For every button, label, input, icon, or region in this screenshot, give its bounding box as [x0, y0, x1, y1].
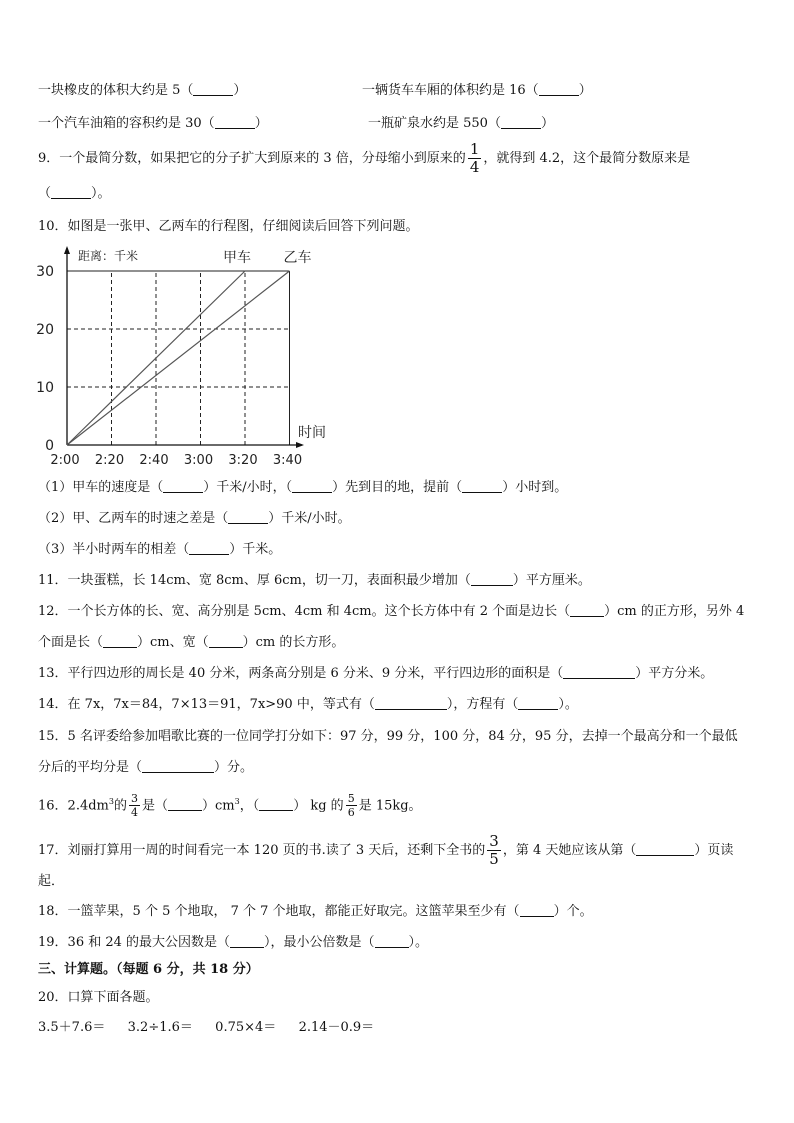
series-line-2	[67, 271, 290, 445]
series-label: 甲车	[223, 250, 251, 266]
question-19: 19．36 和 24 的最大公因数是（ ），最小公倍数是（ ）。	[38, 935, 429, 950]
x-tick-label: 3:40	[272, 453, 303, 468]
travel-chart	[30, 240, 350, 475]
question-10-sub3: （3）半小时两车的相差（ ）千米。	[38, 542, 282, 557]
answer-blank[interactable]	[103, 633, 137, 648]
question-9: 9．一个最简分数，如果把它的分子扩大到原来的 3 倍，分母缩小到原来的 $\frac{1}{4}$ ，就得到 4.2，这个最简分数原来是	[38, 140, 691, 176]
question-15-line2: 分后的平均分是（ ）分。	[38, 760, 254, 775]
chart-axes	[64, 246, 304, 448]
question-10-sub1: （1）甲车的速度是（ ）千米/小时，（ ）先到目的地，提前（ ）小时到。	[38, 480, 568, 495]
question-17: 17．刘丽打算用一周的时间看完一本 120 页的书.读了 3 天后，还剩下全书的 $\frac{3}{5}$ ，第 4 天她应该从第（ ）页读	[38, 832, 734, 868]
answer-blank[interactable]	[636, 841, 694, 856]
q8-row1-right: 一辆货车车厢的体积约是 16（ ）	[362, 83, 592, 98]
question-16: 16．$2.4dm^3$的 $\frac{3}{4}$ 是（ ）$cm^3$，（ ） kg 的 $\frac{5}{6}$ 是 15kg。	[38, 792, 422, 820]
answer-blank[interactable]	[142, 758, 214, 773]
answer-blank[interactable]	[375, 933, 409, 948]
answer-blank[interactable]	[292, 478, 332, 493]
answer-blank[interactable]	[193, 81, 233, 96]
y-axis-title: 距离：千米	[78, 249, 139, 263]
y-axis-arrow	[64, 246, 70, 254]
answer-blank[interactable]	[462, 478, 502, 493]
x-tick-label: 3:00	[183, 453, 214, 468]
question-11: 11．一块蛋糕，长 14cm、宽 8cm、厚 6cm，切一刀，表面积最少增加（ ）平方厘米。	[38, 573, 591, 588]
answer-blank[interactable]	[215, 114, 255, 129]
y-tick-label: 0	[45, 438, 54, 454]
answer-blank[interactable]	[163, 478, 203, 493]
answer-blank[interactable]	[501, 114, 541, 129]
q8-row2-right: 一瓶矿泉水约是 550（ ）	[368, 116, 554, 131]
answer-blank[interactable]	[563, 664, 635, 679]
x-tick-label: 2:20	[94, 453, 125, 468]
mental-math-item: 2.14－0.9＝	[298, 1020, 375, 1035]
x-axis-arrow	[296, 442, 304, 448]
x-tick-label: 3:20	[228, 453, 258, 468]
fraction: $\frac{3}{5}$	[489, 832, 499, 868]
fraction: $\frac{3}{4}$	[130, 792, 138, 820]
question-13: 13．平行四边形的周长是 40 分米，两条高分别是 6 分米、9 分米，平行四边形的面积是（ ）平方分米。	[38, 666, 714, 681]
question-9-line2: （ ）。	[38, 186, 111, 201]
x-tick-label: 2:40	[139, 453, 169, 468]
x-axis-title: 时间	[298, 425, 326, 441]
fraction: $\frac{5}{6}$	[347, 792, 355, 820]
chart-series	[67, 271, 290, 445]
x-tick-label: 2:00	[50, 453, 80, 468]
q8-row2: 一个汽车油箱的容积约是 30（ ）	[38, 116, 268, 131]
mental-math-item: 3.2÷1.6＝	[127, 1020, 193, 1035]
question-20: 20．口算下面各题。	[38, 990, 159, 1005]
answer-blank[interactable]	[259, 796, 293, 811]
section-3-heading: 三、计算题。（每题 6 分，共 18 分）	[38, 962, 259, 977]
y-tick-label: 30	[36, 264, 54, 280]
question-12: 12．一个长方体的长、宽、高分别是 5cm、4cm 和 4cm。这个长方体中有 2 个面是边长（ ）cm 的正方形，另外 4	[38, 604, 745, 619]
question-15: 15．5 名评委给参加唱歌比赛的一位同学打分如下：97 分，99 分，100 分，84 分，95 分，去掉一个最高分和一个最低	[38, 729, 738, 744]
answer-blank[interactable]	[375, 695, 447, 710]
mental-math-row	[38, 1018, 374, 1038]
mental-math-item: 3.5＋7.6＝	[38, 1020, 106, 1035]
answer-blank[interactable]	[230, 933, 264, 948]
answer-blank[interactable]	[570, 602, 604, 617]
series-label: 乙车	[283, 250, 312, 266]
y-tick-label: 20	[36, 322, 54, 338]
fraction: $\frac{1}{4}$	[469, 140, 480, 176]
answer-blank[interactable]	[518, 695, 558, 710]
answer-blank[interactable]	[520, 902, 554, 917]
answer-blank[interactable]	[168, 796, 202, 811]
mental-math-item: 0.75×4＝	[215, 1020, 277, 1035]
q8-row1: 一块橡皮的体积大约是 5（ ）	[38, 83, 247, 98]
question-12-line2: 个面是长（ ）cm、宽（ ）cm 的长方形。	[38, 635, 345, 650]
answer-blank[interactable]	[209, 633, 243, 648]
answer-blank[interactable]	[539, 81, 579, 96]
answer-blank[interactable]	[228, 509, 268, 524]
y-tick-label: 10	[36, 380, 54, 396]
question-18: 18．一篮苹果，5 个 5 个地取， 7 个 7 个地取，都能正好取完。这篮苹果至少有（ ）个。	[38, 904, 593, 919]
question-10-sub2: （2）甲、乙两车的时速之差是（ ）千米/小时。	[38, 511, 351, 526]
answer-blank[interactable]	[189, 540, 229, 555]
answer-blank[interactable]	[471, 571, 513, 586]
question-17-line2: 起．	[38, 874, 65, 889]
question-14: 14．在 7x，7x＝84，7×13＝91，7x>90 中，等式有（ ），方程有（ ）。	[38, 697, 578, 712]
answer-blank[interactable]	[51, 184, 91, 199]
question-10-intro: 10．如图是一张甲、乙两车的行程图，仔细阅读后回答下列问题。	[38, 219, 419, 234]
